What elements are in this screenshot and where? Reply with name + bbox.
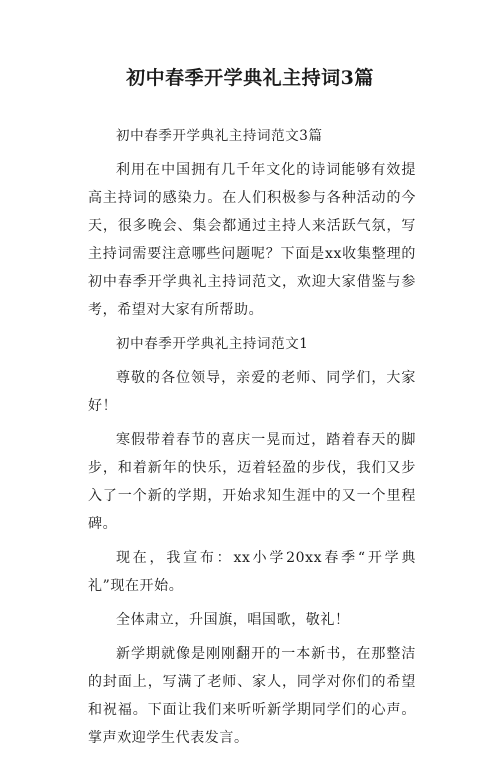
paragraph-announcement: 现在，我宣布：xx小学20xx春季“开学典礼”现在开始。 — [88, 550, 416, 594]
paragraph-flag-ceremony: 全体肃立，升国旗，唱国歌，敬礼！ — [116, 612, 350, 628]
document-title: 初中春季开学典礼主持词3篇 — [126, 67, 374, 89]
document-body — [88, 122, 416, 758]
paragraph-subtitle: 初中春季开学典礼主持词范文3篇 — [116, 128, 323, 144]
paragraph-intro: 利用在中国拥有几千年文化的诗词能够有效提高主持词的感染力。在人们积极参与各种活动的今天，很多晚会、集会都通过主持人来活跃气氛，写主持词需要注意哪些问题呢？下面是xx收集整理的初中春季开学典礼主持词范文，欢迎大家借鉴与参考，希望对大家有所帮助。 — [88, 162, 416, 318]
paragraph-new-semester: 新学期就像是刚刚翻开的一本新书，在那整洁的封面上，写满了老师、家人，同学对你们的希望和祝福。下面让我们来听听新学期同学们的心声。掌声欢迎学生代表发言。 — [88, 646, 416, 746]
paragraph-winter-break: 寒假带着春节的喜庆一晃而过，踏着春天的脚步，和着新年的快乐，迈着轻盈的步伐，我们又步入了一个新的学期，开始求知生涯中的又一个里程碑。 — [88, 432, 416, 532]
paragraph-section-heading: 初中春季开学典礼主持词范文1 — [116, 336, 309, 352]
paragraph-greeting: 尊敬的各位领导，亲爱的老师、同学们，大家好！ — [88, 370, 416, 414]
